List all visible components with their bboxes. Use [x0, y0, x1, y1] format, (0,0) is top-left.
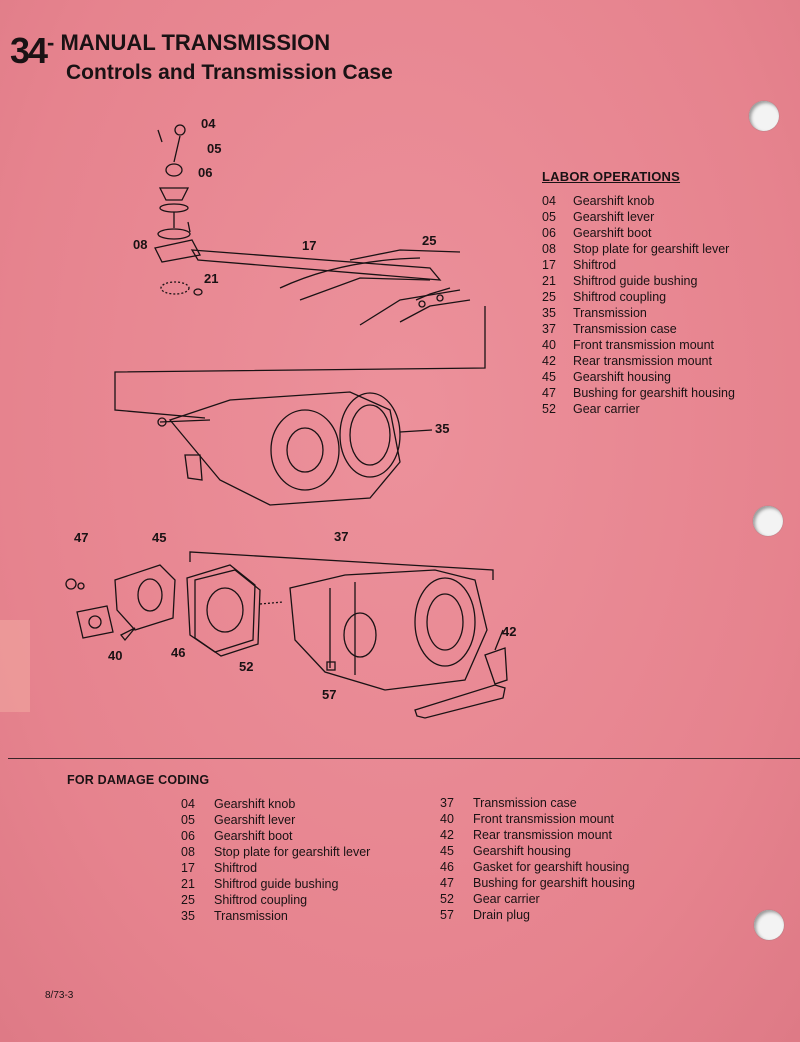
item-code: 06: [181, 829, 195, 843]
binder-hole-middle: [753, 506, 783, 536]
item-label: Front transmission mount: [573, 338, 715, 352]
item-code: 25: [542, 290, 556, 304]
item-label: Gearshift lever: [573, 210, 655, 224]
section-divider: [8, 758, 800, 759]
item-label: Gearshift housing: [473, 844, 571, 858]
item-code: 40: [440, 812, 454, 826]
page-title: - MANUAL TRANSMISSION: [47, 30, 331, 55]
list-item: [542, 337, 735, 353]
item-code: 42: [440, 828, 454, 842]
callout-46: 46: [171, 645, 186, 660]
item-label: Gearshift boot: [573, 226, 652, 240]
item-code: 04: [181, 797, 195, 811]
callout-57: 57: [322, 687, 337, 702]
callout-08: 08: [133, 237, 148, 252]
item-label: Transmission: [573, 306, 647, 320]
list-item: [440, 795, 635, 811]
item-label: Gearshift lever: [214, 813, 296, 827]
item-code: 37: [542, 322, 556, 336]
item-label: Gearshift boot: [214, 829, 293, 843]
item-code: 42: [542, 354, 556, 368]
page-tab-mark: [0, 620, 30, 712]
section-number: 34: [10, 30, 47, 71]
page-code: 8/73-3: [45, 990, 74, 1001]
callout-05: 05: [207, 141, 222, 156]
list-item: [440, 875, 635, 891]
list-item: [181, 844, 370, 860]
item-label: Gasket for gearshift housing: [473, 860, 630, 874]
item-label: Shiftrod: [214, 861, 258, 875]
item-code: 52: [440, 892, 454, 906]
item-label: Rear transmission mount: [573, 354, 712, 368]
list-item: [440, 843, 635, 859]
callout-45: 45: [152, 530, 167, 545]
damage-coding-title: FOR DAMAGE CODING: [67, 773, 210, 787]
item-label: Transmission: [214, 909, 288, 923]
item-label: Gearshift housing: [573, 370, 671, 384]
item-label: Shiftrod coupling: [573, 290, 667, 304]
item-code: 21: [542, 274, 556, 288]
list-item: [181, 812, 370, 828]
binder-hole-top: [749, 101, 779, 131]
item-label: Drain plug: [473, 908, 530, 922]
callout-35: 35: [435, 421, 450, 436]
callout-40: 40: [108, 648, 123, 663]
list-item: [181, 796, 370, 812]
item-code: 35: [181, 909, 195, 923]
labor-operations-title: LABOR OPERATIONS: [542, 169, 681, 184]
list-item: [542, 225, 735, 241]
item-label: Gearshift knob: [573, 194, 655, 208]
callout-42: 42: [502, 624, 517, 639]
item-code: 45: [542, 370, 556, 384]
binder-hole-bottom: [754, 910, 784, 940]
item-label: Shiftrod guide bushing: [214, 877, 339, 891]
list-item: [181, 828, 370, 844]
item-code: 04: [542, 194, 556, 208]
item-code: 17: [181, 861, 195, 875]
item-label: Gearshift knob: [214, 797, 296, 811]
item-code: 57: [440, 908, 454, 922]
list-item: [542, 369, 735, 385]
list-item: [440, 859, 635, 875]
item-label: Stop plate for gearshift lever: [214, 845, 371, 859]
callout-47: 47: [74, 530, 89, 545]
callout-37: 37: [334, 529, 349, 544]
damage-coding-list-right: [440, 795, 635, 923]
list-item: [542, 209, 735, 225]
labor-operations-list: [542, 193, 735, 417]
list-item: [440, 811, 635, 827]
item-label: Shiftrod guide bushing: [573, 274, 698, 288]
item-code: 21: [181, 877, 195, 891]
item-code: 08: [542, 242, 556, 256]
list-item: [542, 305, 735, 321]
list-item: [542, 193, 735, 209]
item-label: Stop plate for gearshift lever: [573, 242, 730, 256]
list-item: [542, 241, 735, 257]
list-item: [542, 401, 735, 417]
item-code: 45: [440, 844, 454, 858]
item-code: 52: [542, 402, 556, 416]
list-item: [181, 860, 370, 876]
list-item: [542, 257, 735, 273]
list-item: [542, 385, 735, 401]
callout-17: 17: [302, 238, 317, 253]
controls-diagram: [100, 110, 520, 510]
callout-25: 25: [422, 233, 437, 248]
item-label: Front transmission mount: [473, 812, 615, 826]
item-code: 05: [181, 813, 195, 827]
item-label: Bushing for gearshift housing: [573, 386, 735, 400]
item-label: Transmission case: [473, 796, 577, 810]
item-code: 47: [440, 876, 454, 890]
item-code: 37: [440, 796, 454, 810]
list-item: [542, 289, 735, 305]
callout-06: 06: [198, 165, 213, 180]
item-code: 05: [542, 210, 556, 224]
list-item: [181, 908, 370, 924]
item-label: Rear transmission mount: [473, 828, 612, 842]
item-code: 46: [440, 860, 454, 874]
item-label: Shiftrod coupling: [214, 893, 308, 907]
item-code: 40: [542, 338, 556, 352]
case-diagram: [55, 540, 525, 730]
item-code: 25: [181, 893, 195, 907]
item-label: Gear carrier: [473, 892, 540, 906]
item-code: 47: [542, 386, 556, 400]
damage-coding-list-left: [181, 796, 370, 924]
callout-52: 52: [239, 659, 254, 674]
list-item: [542, 273, 735, 289]
item-label: Transmission case: [573, 322, 677, 336]
list-item: [181, 892, 370, 908]
item-label: Bushing for gearshift housing: [473, 876, 635, 890]
list-item: [181, 876, 370, 892]
item-label: Shiftrod: [573, 258, 617, 272]
item-code: 08: [181, 845, 195, 859]
item-code: 35: [542, 306, 556, 320]
page-subtitle: Controls and Transmission Case: [66, 61, 393, 84]
list-item: [440, 891, 635, 907]
list-item: [440, 907, 635, 923]
callout-04: 04: [201, 116, 216, 131]
list-item: [542, 321, 735, 337]
item-label: Gear carrier: [573, 402, 640, 416]
list-item: [440, 827, 635, 843]
item-code: 06: [542, 226, 556, 240]
item-code: 17: [542, 258, 556, 272]
list-item: [542, 353, 735, 369]
callout-21: 21: [204, 271, 219, 286]
